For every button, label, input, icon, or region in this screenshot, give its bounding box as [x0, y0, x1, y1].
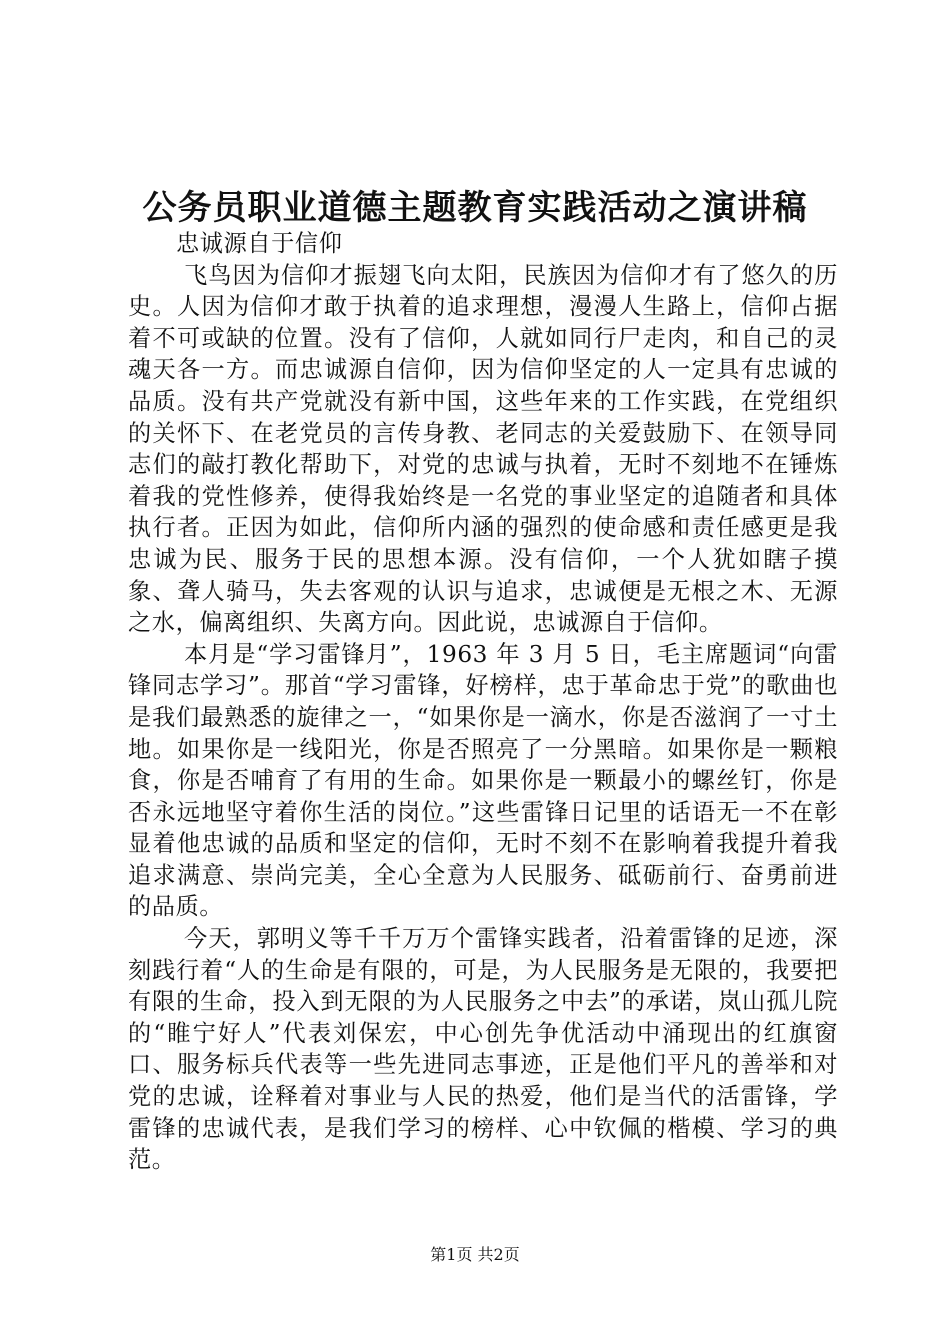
paragraph: 本月是“学习雷锋月”，1963 年 3 月 5 日，毛主席题词“向雷锋同志学习”。那首“学习雷锋，好榜样，忠于革命忠于党”的歌曲也是我们最熟悉的旋律之一，“如果你是一滴水，你是否滋润了一寸土地。如果你是一线阳光，你是否照亮了一分黑暗。如果你是一颗粮食，你是否哺育了有用的生命。如果你是一颗最小的螺丝钉，你是否永远地坚守着你生活的岗位。”这些雷锋日记里的话语无一不在彰显着他忠诚的品质和坚定的信仰，无时不刻不在影响着我提升着我追求满意、崇尚完美，全心全意为人民服务、砥砺前行、奋勇前进的品质。 — [128, 640, 838, 921]
document-title: 公务员职业道德主题教育实践活动之演讲稿 — [142, 188, 808, 228]
paragraph-subheading: 忠诚源自于信仰 — [176, 230, 343, 257]
document-body — [128, 228, 838, 1176]
paragraph: 飞鸟因为信仰才振翅飞向太阳，民族因为信仰才有了悠久的历史。人因为信仰才敢于执着的追求理想，漫漫人生路上，信仰占据着不可或缺的位置。没有了信仰，人就如同行尸走肉，和自己的灵魂天各一方。而忠诚源自信仰，因为信仰坚定的人一定具有忠诚的品质。没有共产党就没有新中国，这些年来的工作实践，在党组织的关怀下、在老党员的言传身教、老同志的关爱鼓励下、在领导同志们的敲打教化帮助下，对党的忠诚与执着，无时不刻地不在锤炼着我的党性修养，使得我始终是一名党的事业坚定的追随者和具体执行者。正因为如此，信仰所内涵的强烈的使命感和责任感更是我忠诚为民、服务于民的思想本源。没有信仰，一个人犹如瞎子摸象、聋人骑马，失去客观的认识与追求，忠诚便是无根之木、无源之水，偏离组织、失离方向。因此说，忠诚源自于信仰。 — [128, 261, 838, 637]
page-footer: 第1页 共2页 — [430, 1245, 520, 1264]
paragraph: 今天，郭明义等千千万万个雷锋实践者，沿着雷锋的足迹，深刻践行着“人的生命是有限的，可是，为人民服务是无限的，我要把有限的生命，投入到无限的为人民服务之中去”的承诺，岚山孤儿院的“睢宁好人”代表刘保宏，中心创先争优活动中涌现出的红旗窗口、服务标兵代表等一些先进同志事迹，正是他们平凡的善举和对党的忠诚，诠释着对事业与人民的热爱，他们是当代的活雷锋，学雷锋的忠诚代表，是我们学习的榜样、心中钦佩的楷模、学习的典范。 — [128, 925, 838, 1174]
